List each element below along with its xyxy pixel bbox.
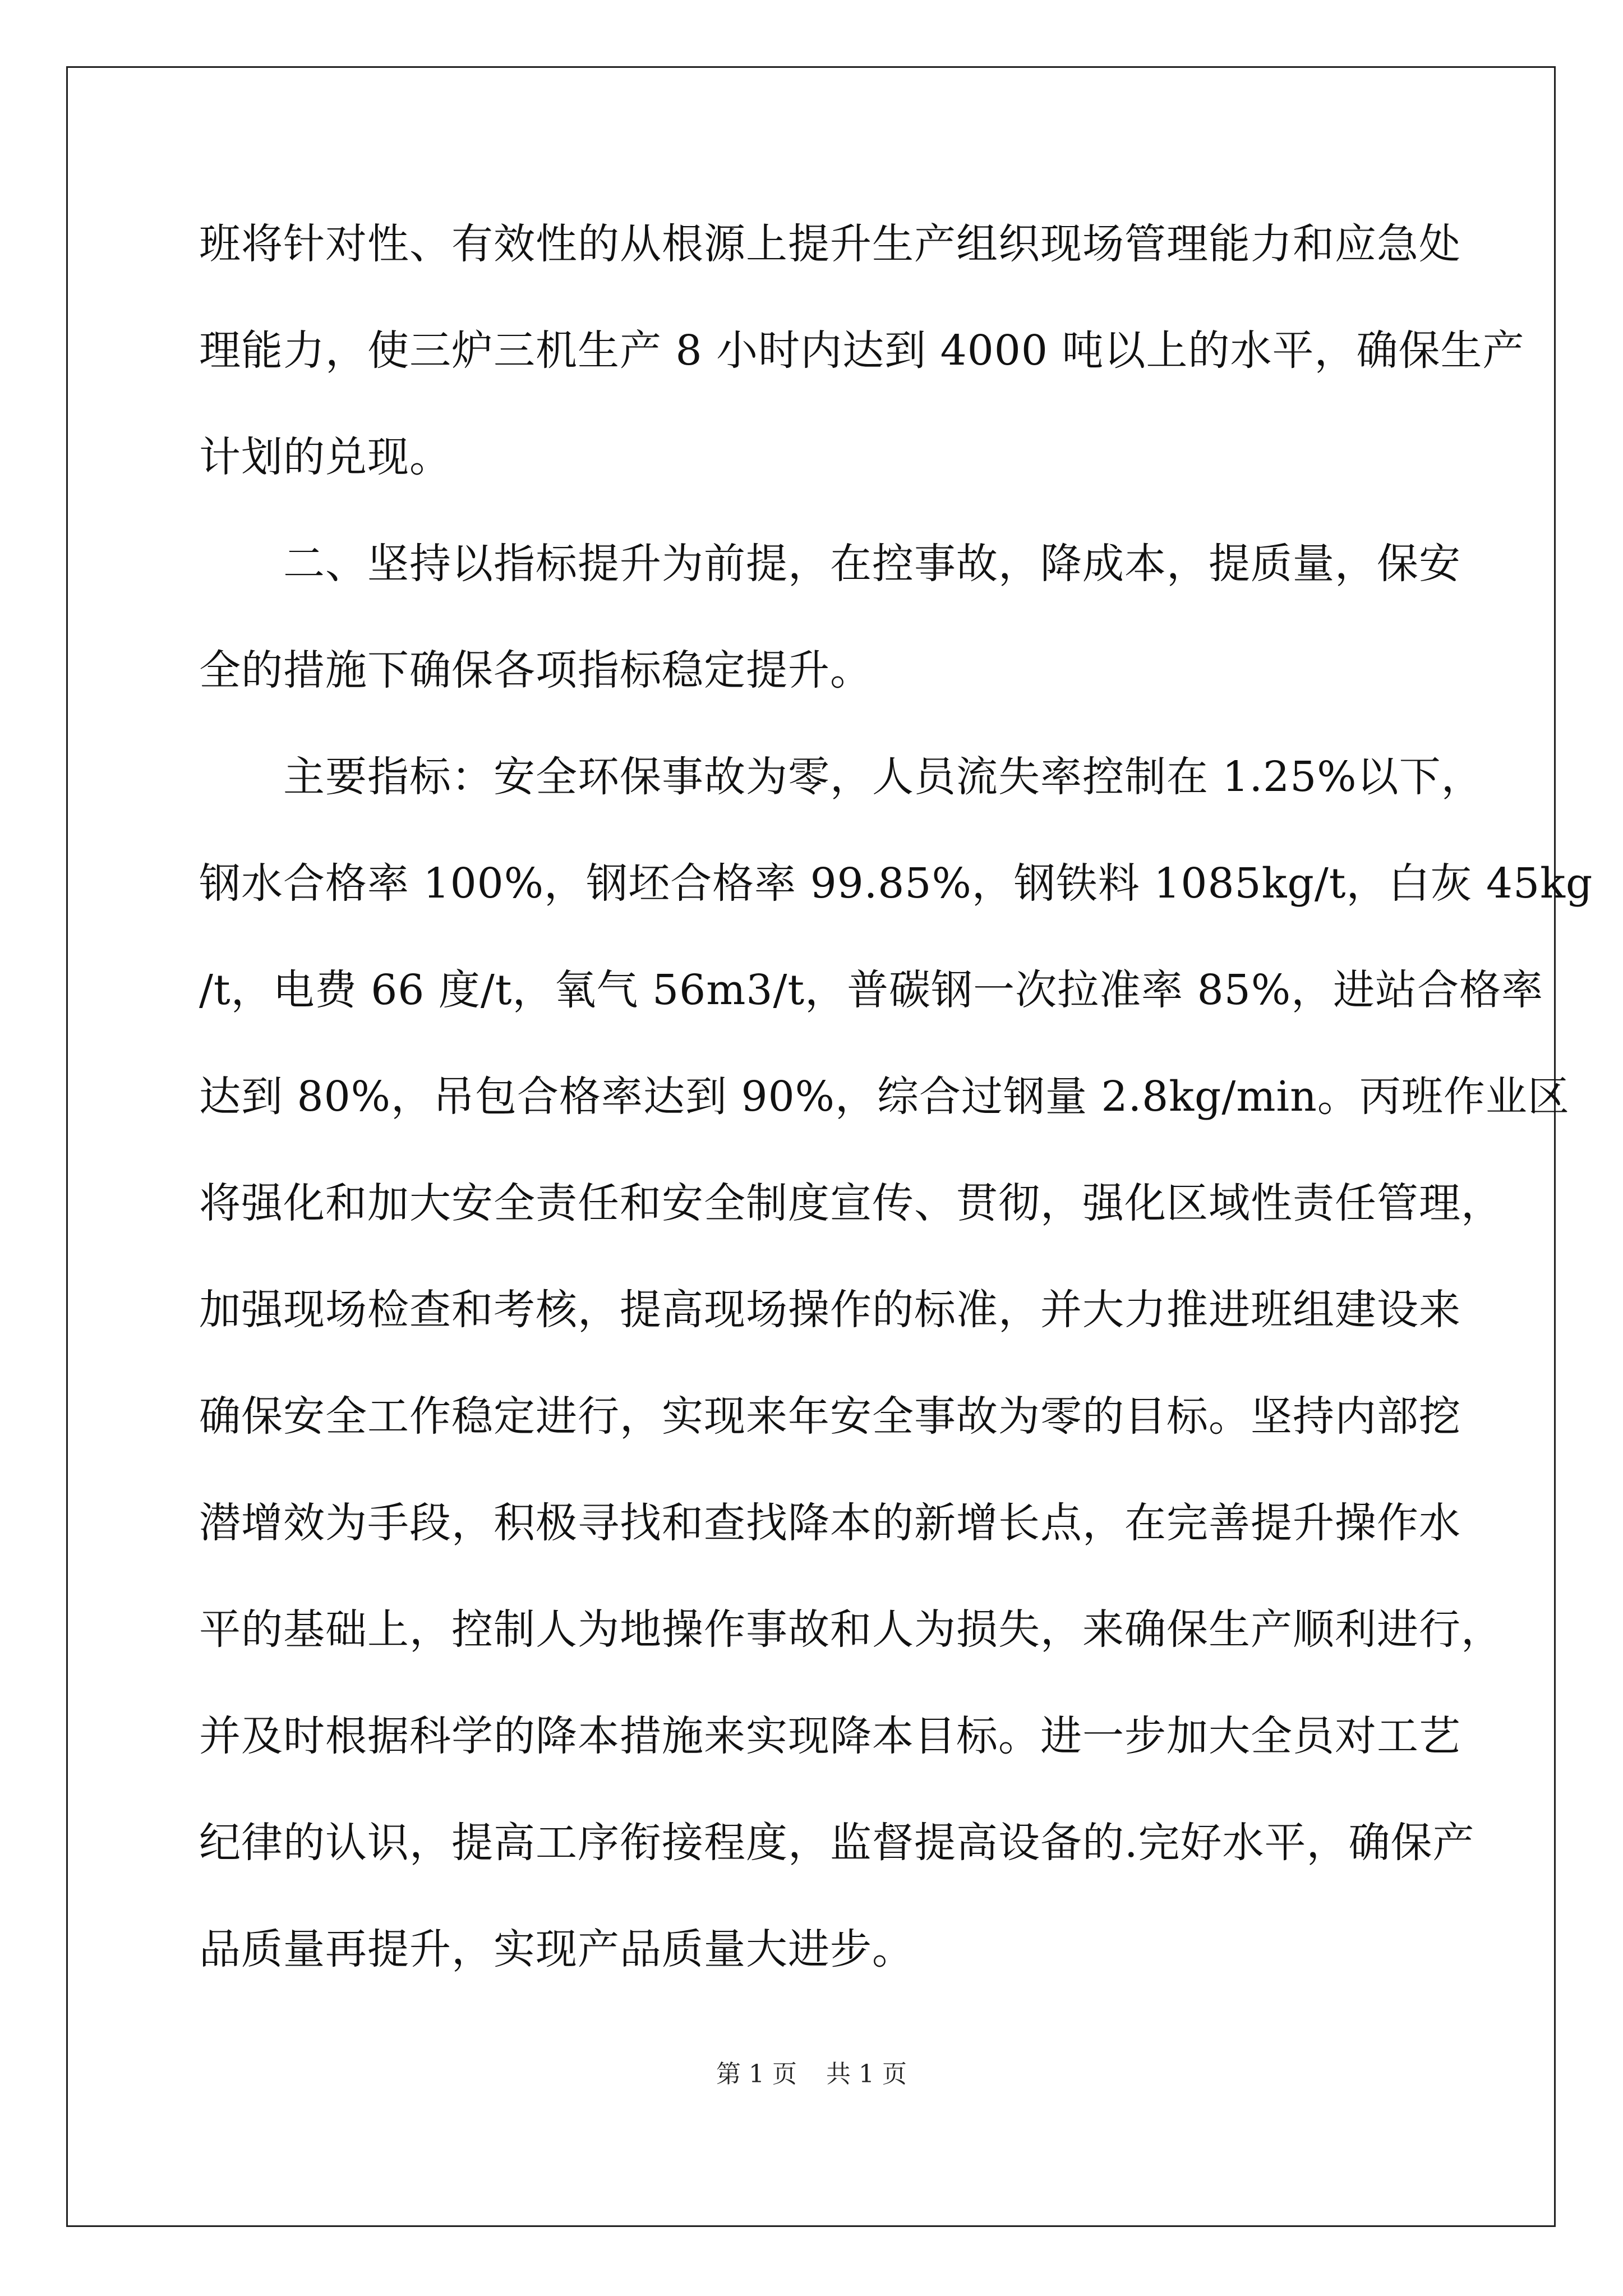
text-line: 达到 80%，吊包合格率达到 90%，综合过钢量 2.8kg/min。丙班作业区 [199,1073,1570,1121]
page-footer [0,2058,1623,2091]
text-line: 班将针对性、有效性的从根源上提升生产组织现场管理能力和应急处 [199,220,1461,268]
text-line: 加强现场检查和考核，提高现场操作的标准，并大力推进班组建设来 [199,1286,1461,1334]
text-line: 理能力，使三炉三机生产 8 小时内达到 4000 吨以上的水平，确保生产 [199,326,1525,375]
text-line: 二、坚持以指标提升为前提，在控事故，降成本，提质量，保安 [199,540,1461,588]
document-body [199,213,1593,2025]
page-number: 第 1 页 [716,2060,797,2088]
text-line: 潜增效为手段，积极寻找和查找降本的新增长点，在完善提升操作水 [199,1499,1461,1547]
text-line: 主要指标：安全环保事故为零，人员流失率控制在 1.25%以下， [199,753,1483,801]
text-line: 确保安全工作稳定进行，实现来年安全事故为零的目标。坚持内部挖 [199,1392,1461,1441]
text-line: 全的措施下确保各项指标稳定提升。 [199,646,872,694]
page-total: 共 1 页 [826,2060,907,2088]
text-line: 钢水合格率 100%，钢坯合格率 99.85%，钢铁料 1085kg/t，白灰 45kg [199,859,1593,908]
text-line: 纪律的认识，提高工序衔接程度，监督提高设备的.完好水平，确保产 [199,1819,1475,1867]
text-line: 并及时根据科学的降本措施来实现降本目标。进一步加大全员对工艺 [199,1712,1461,1760]
text-line: 计划的兑现。 [199,433,451,481]
text-line: 平的基础上，控制人为地操作事故和人为损失，来确保生产顺利进行， [199,1605,1503,1654]
text-line: /t，电费 66 度/t，氧气 56m3/t，普碳钢一次拉准率 85%，进站合格率 [199,966,1544,1014]
text-line: 将强化和加大安全责任和安全制度宣传、贯彻，强化区域性责任管理， [199,1179,1503,1227]
text-line: 品质量再提升，实现产品质量大进步。 [199,1925,914,1973]
